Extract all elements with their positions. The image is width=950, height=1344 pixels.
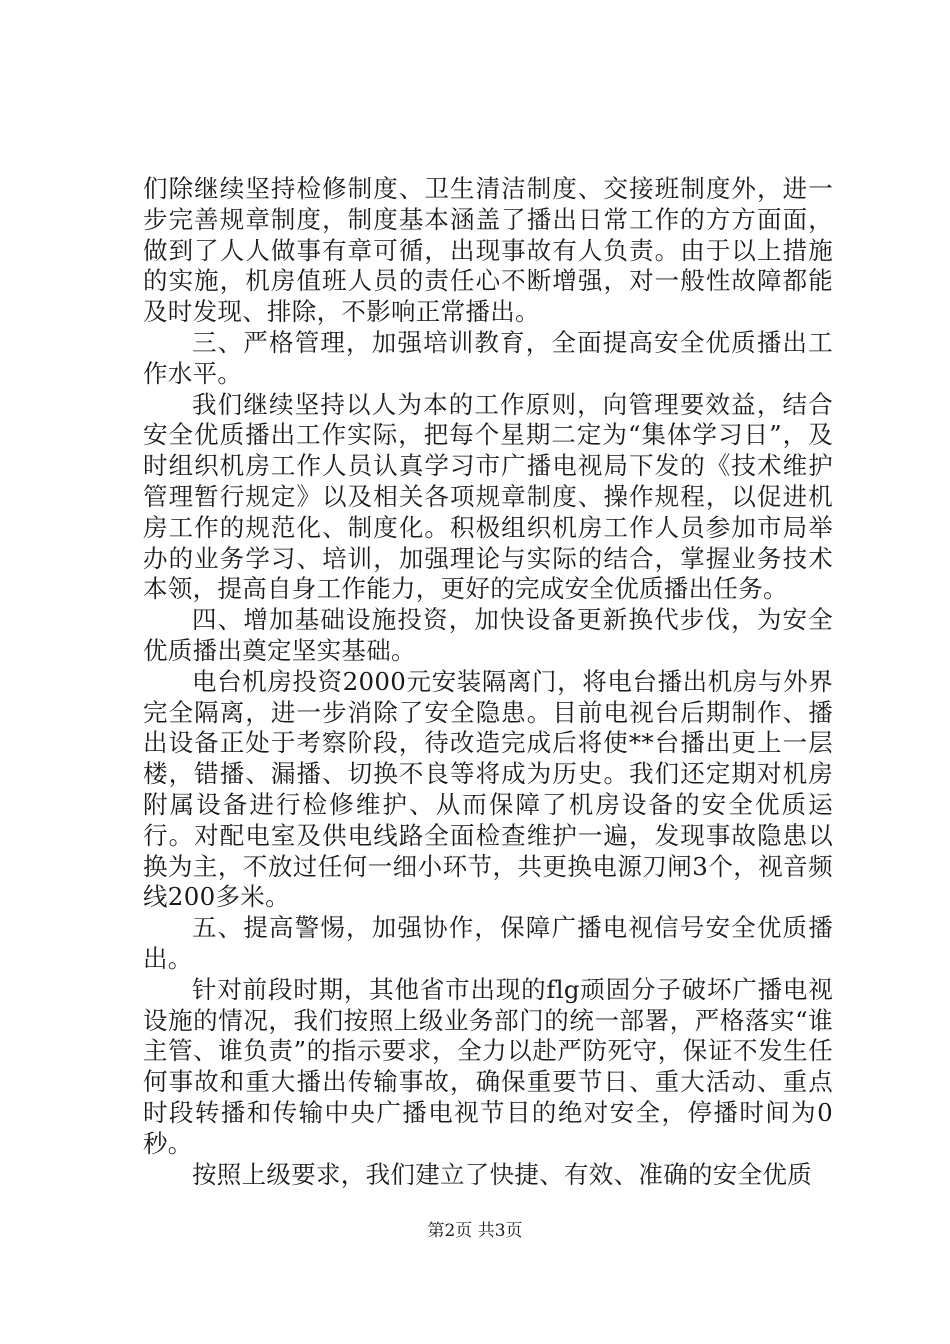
paragraph-5: 电台机房投资2000元安装隔离门，将电台播出机房与外界完全隔离，进一步消除了安全隐患。目前电视台后期制作、播出设备正处于考察阶段，待改造完成后将使**台播出更上一层楼，错播、漏播、切换不良等将成为历史。我们还定期对机房附属设备进行检修维护、从而保障了机房设备的安全优质运行。对配电室及供电线路全面检查维护一遍，发现事故隐患以换为主，不放过任何一细小环节，共更换电源刀闸3个，视音频线200多米。 [143, 666, 833, 912]
page-footer: 第2页 共3页 [427, 1221, 523, 1241]
paragraph-6-heading: 五、提高警惕，加强协作，保障广播电视信号安全优质播出。 [143, 913, 833, 973]
paragraph-3: 我们继续坚持以人为本的工作原则，向管理要效益，结合安全优质播出工作实际，把每个星期二定为“集体学习日”，及时组织机房工作人员认真学习市广播电视局下发的《技术维护管理暂行规定》以及相关各项规章制度、操作规程，以促进机房工作的规范化、制度化。积极组织机房工作人员参加市局举办的业务学习、培训，加强理论与实际的结合，掌握业务技术本领，提高自身工作能力，更好的完成安全优质播出任务。 [143, 389, 833, 604]
paragraph-4-heading: 四、增加基础设施投资，加快设备更新换代步伐，为安全优质播出奠定坚实基础。 [143, 605, 833, 665]
paragraph-2-heading: 三、严格管理，加强培训教育，全面提高安全优质播出工作水平。 [143, 327, 833, 388]
paragraph-1: 们除继续坚持检修制度、卫生清洁制度、交接班制度外，进一步完善规章制度，制度基本涵盖了播出日常工作的方方面面，做到了人人做事有章可循，出现事故有人负责。由于以上措施的实施，机房值班人员的责任心不断增强，对一般性故障都能及时发现、排除，不影响正常播出。 [143, 174, 833, 327]
paragraph-7: 针对前段时期，其他省市出现的flg顽固分子破坏广播电视设施的情况，我们按照上级业务部门的统一部署，严格落实“谁主管、谁负责”的指示要求，全力以赴严防死守，保证不发生任何事故和重大播出传输事故，确保重要节日、重大活动、重点时段转播和传输中央广播电视节目的绝对安全，停播时间为0秒。 [143, 974, 834, 1158]
document-body [143, 174, 833, 1190]
paragraph-8: 按照上级要求，我们建立了快捷、有效、准确的安全优质 [192, 1159, 812, 1189]
